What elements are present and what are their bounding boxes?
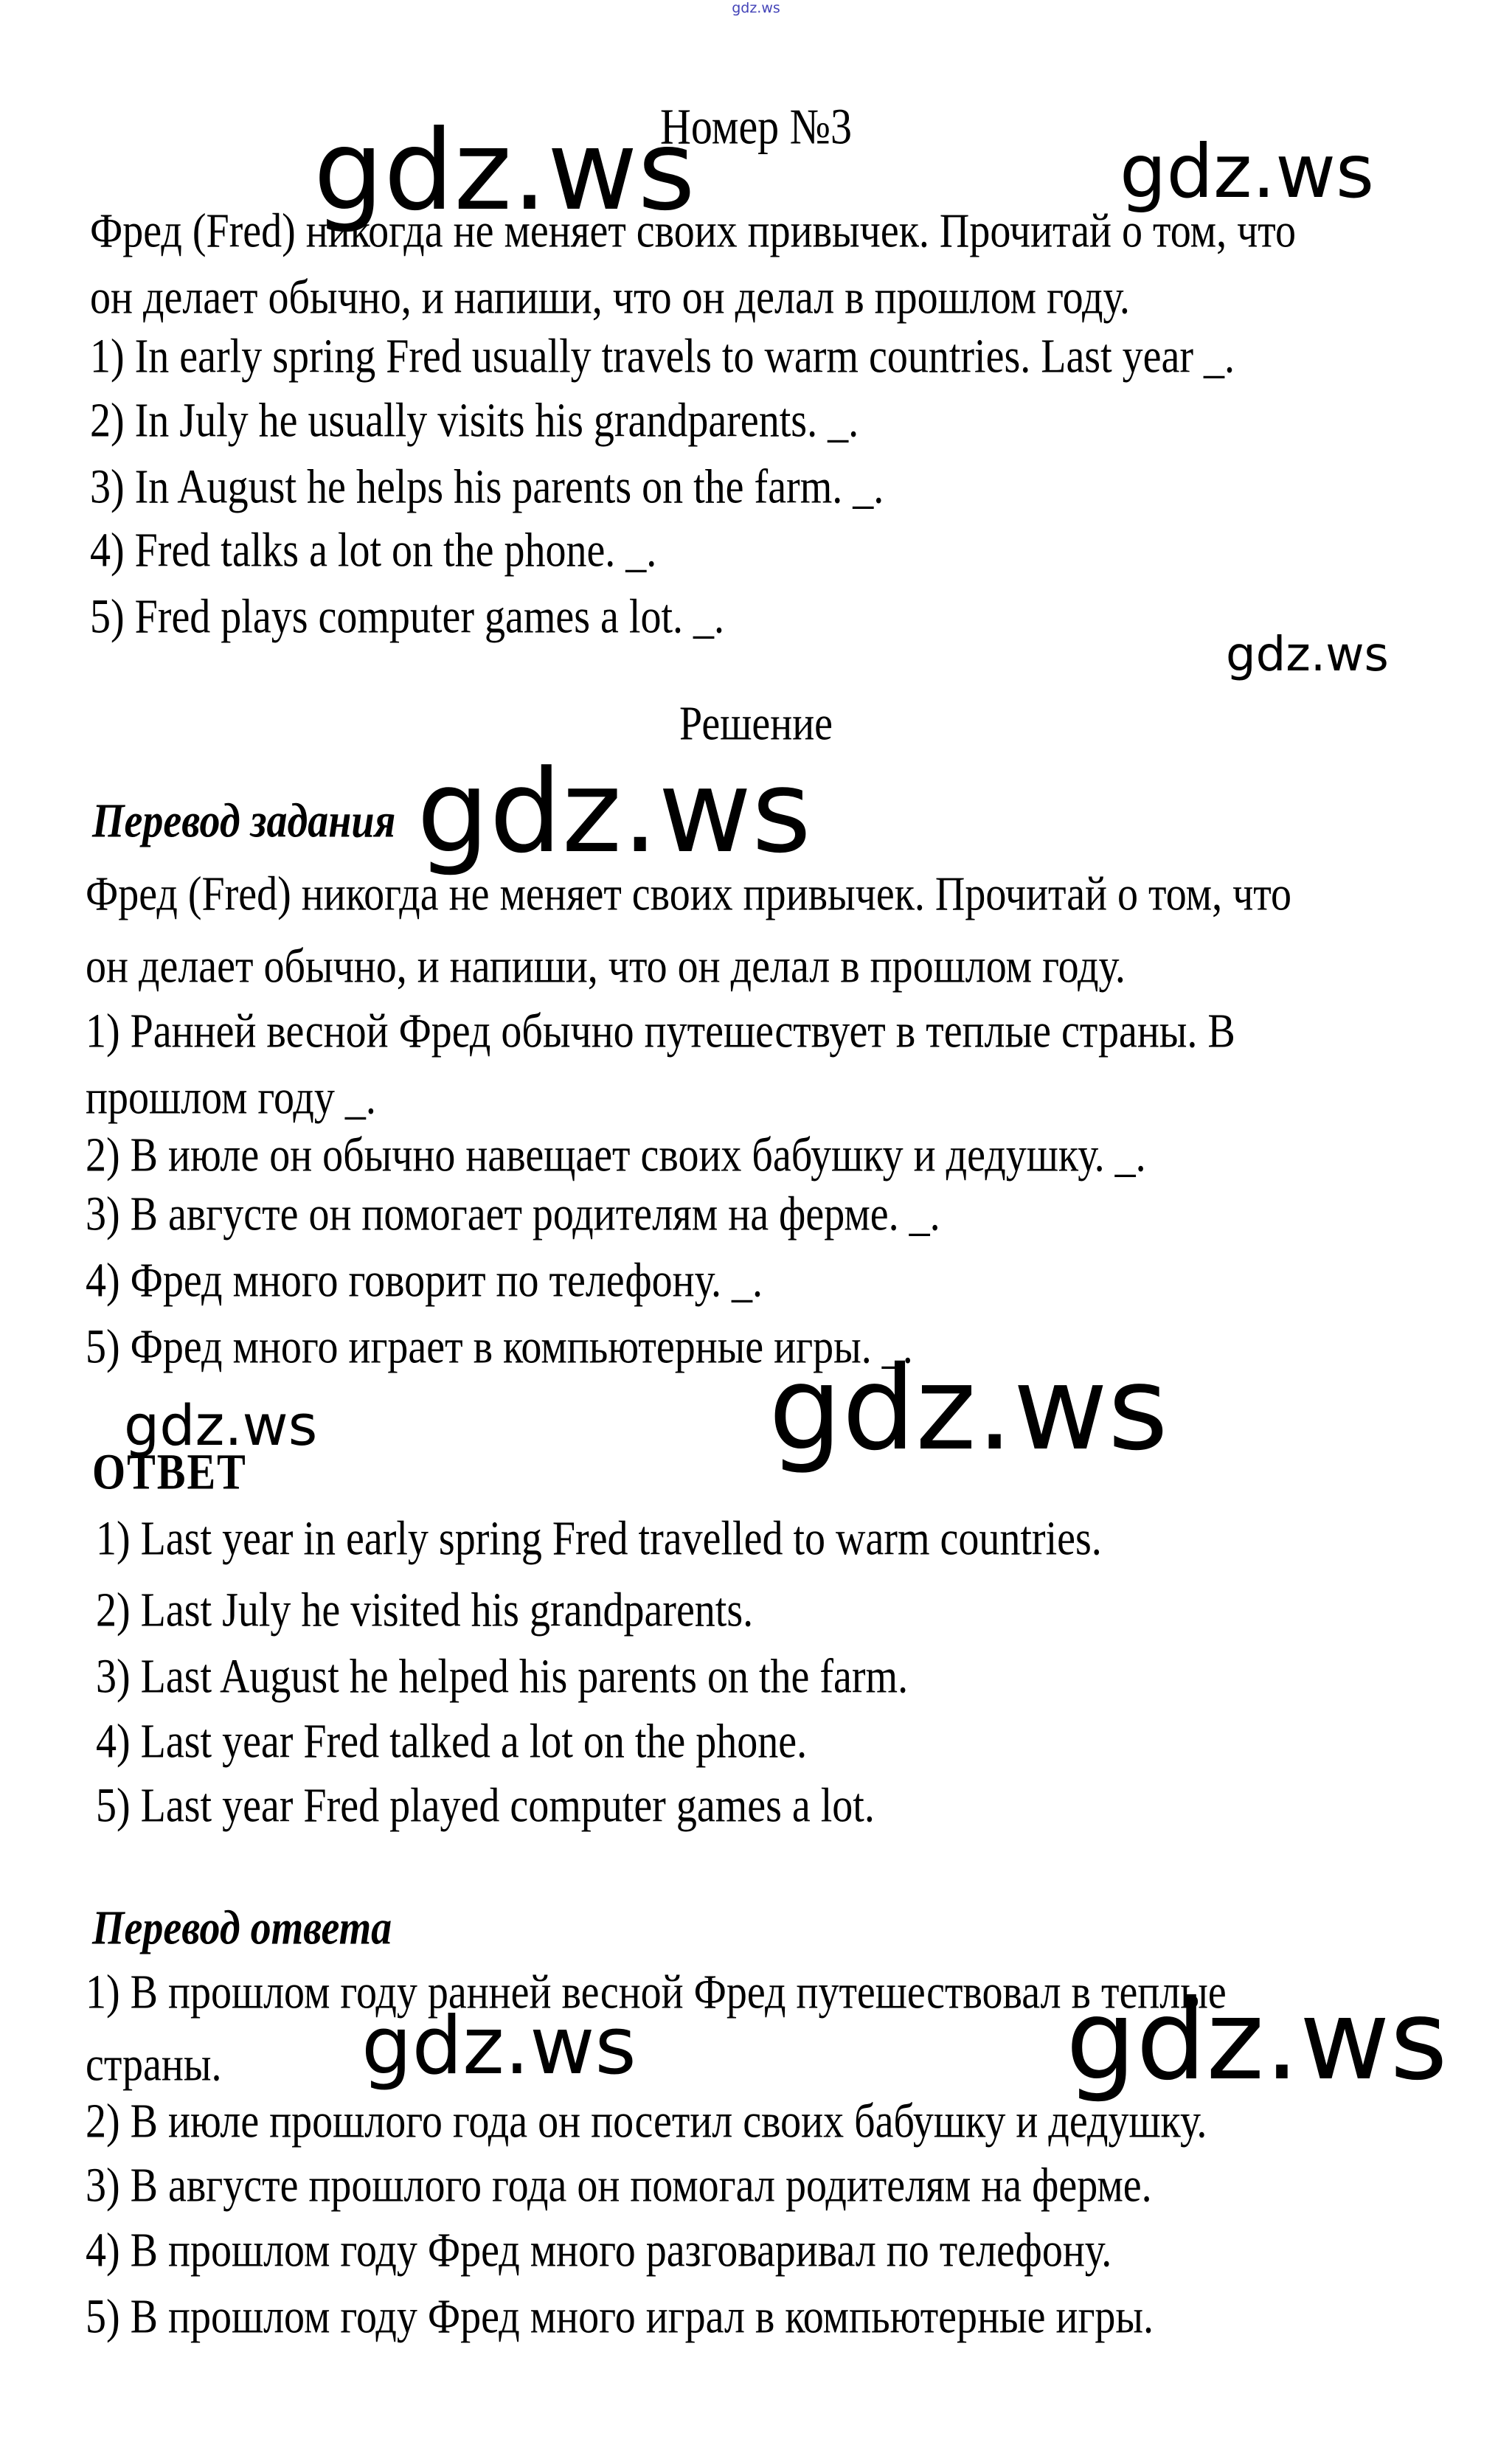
answer-item-1: 1) Last year in early spring Fred travelled to warm countries. xyxy=(96,1511,1102,1566)
gdz-watermark-tiny-top: gdz.ws xyxy=(732,0,780,16)
task-translation-item-3: 3) В августе он помогает родителям на ферме. _. xyxy=(86,1187,940,1241)
answer-translation-item-3: 3) В августе прошлого года он помогал родителям на ферме. xyxy=(86,2158,1152,2213)
answer-item-4: 4) Last year Fred talked a lot on the phone. xyxy=(96,1714,808,1769)
task-translation-item-1-line-2: прошлом году _. xyxy=(86,1070,376,1125)
task-item-4: 4) Fred talks a lot on the phone. _. xyxy=(90,523,657,577)
task-translation-label: Перевод задания xyxy=(92,794,396,848)
solution-heading: Решение xyxy=(679,696,833,751)
task-item-1: 1) In early spring Fred usually travels to warm countries. Last year _. xyxy=(90,329,1235,384)
gdz-watermark-large-middle: gdz.ws xyxy=(417,745,811,878)
answer-translation-item-1-line-2: страны. xyxy=(86,2037,222,2092)
task-item-3: 3) In August he helps his parents on the farm. _. xyxy=(90,459,884,514)
gdz-watermark-large-center: gdz.ws xyxy=(769,1342,1168,1477)
gdz-watermark-small-right: gdz.ws xyxy=(1226,628,1389,682)
task-item-5: 5) Fred plays computer games a lot. _. xyxy=(90,589,725,644)
task-item-2: 2) In July he usually visits his grandparents. _. xyxy=(90,393,859,448)
task-translation-intro-line-1: Фред (Fred) никогда не меняет своих привычек. Прочитай о том, что xyxy=(86,867,1292,921)
gdz-watermark-medium-top-right: gdz.ws xyxy=(1120,128,1375,215)
task-intro-line-2: он делает обычно, и напиши, что он делал в прошлом году. xyxy=(90,270,1130,325)
answer-item-5: 5) Last year Fred played computer games a lot. xyxy=(96,1778,875,1833)
answer-item-3: 3) Last August he helped his parents on the farm. xyxy=(96,1649,909,1704)
answer-translation-label: Перевод ответа xyxy=(92,1901,392,1955)
task-translation-item-1-line-1: 1) Ранней весной Фред обычно путешествует в теплые страны. В xyxy=(86,1004,1235,1058)
task-translation-item-4: 4) Фред много говорит по телефону. _. xyxy=(86,1253,763,1308)
gdz-watermark-large-bottom-right: gdz.ws xyxy=(1066,1977,1448,2105)
task-translation-intro-line-2: он делает обычно, и напиши, что он делал в прошлом году. xyxy=(86,939,1126,993)
task-intro-line-1: Фред (Fred) никогда не меняет своих привычек. Прочитай о том, что xyxy=(90,204,1297,258)
gdz-watermark-small-left: gdz.ws xyxy=(124,1392,318,1458)
task-translation-item-5: 5) Фред много играет в компьютерные игры. _. xyxy=(86,1319,913,1374)
answer-heading: ОТВЕТ xyxy=(92,1443,247,1500)
answer-translation-item-5: 5) В прошлом году Фред много играл в компьютерные игры. xyxy=(86,2289,1154,2344)
task-translation-item-2: 2) В июле он обычно навещает своих бабушку и дедушку. _. xyxy=(86,1128,1146,1182)
page-title: Номер №3 xyxy=(659,98,853,155)
gdz-watermark-large-top: gdz.ws xyxy=(313,107,696,235)
answer-translation-item-2: 2) В июле прошлого года он посетил своих бабушку и дедушку. xyxy=(86,2094,1207,2148)
answer-item-2: 2) Last July he visited his grandparents. xyxy=(96,1583,754,1637)
gdz-watermark-medium-bottom-left: gdz.ws xyxy=(361,2000,637,2092)
answer-translation-item-4: 4) В прошлом году Фред много разговаривал по телефону. xyxy=(86,2223,1112,2277)
answer-translation-item-1-line-1: 1) В прошлом году ранней весной Фред путешествовал в теплые xyxy=(86,1965,1227,2019)
